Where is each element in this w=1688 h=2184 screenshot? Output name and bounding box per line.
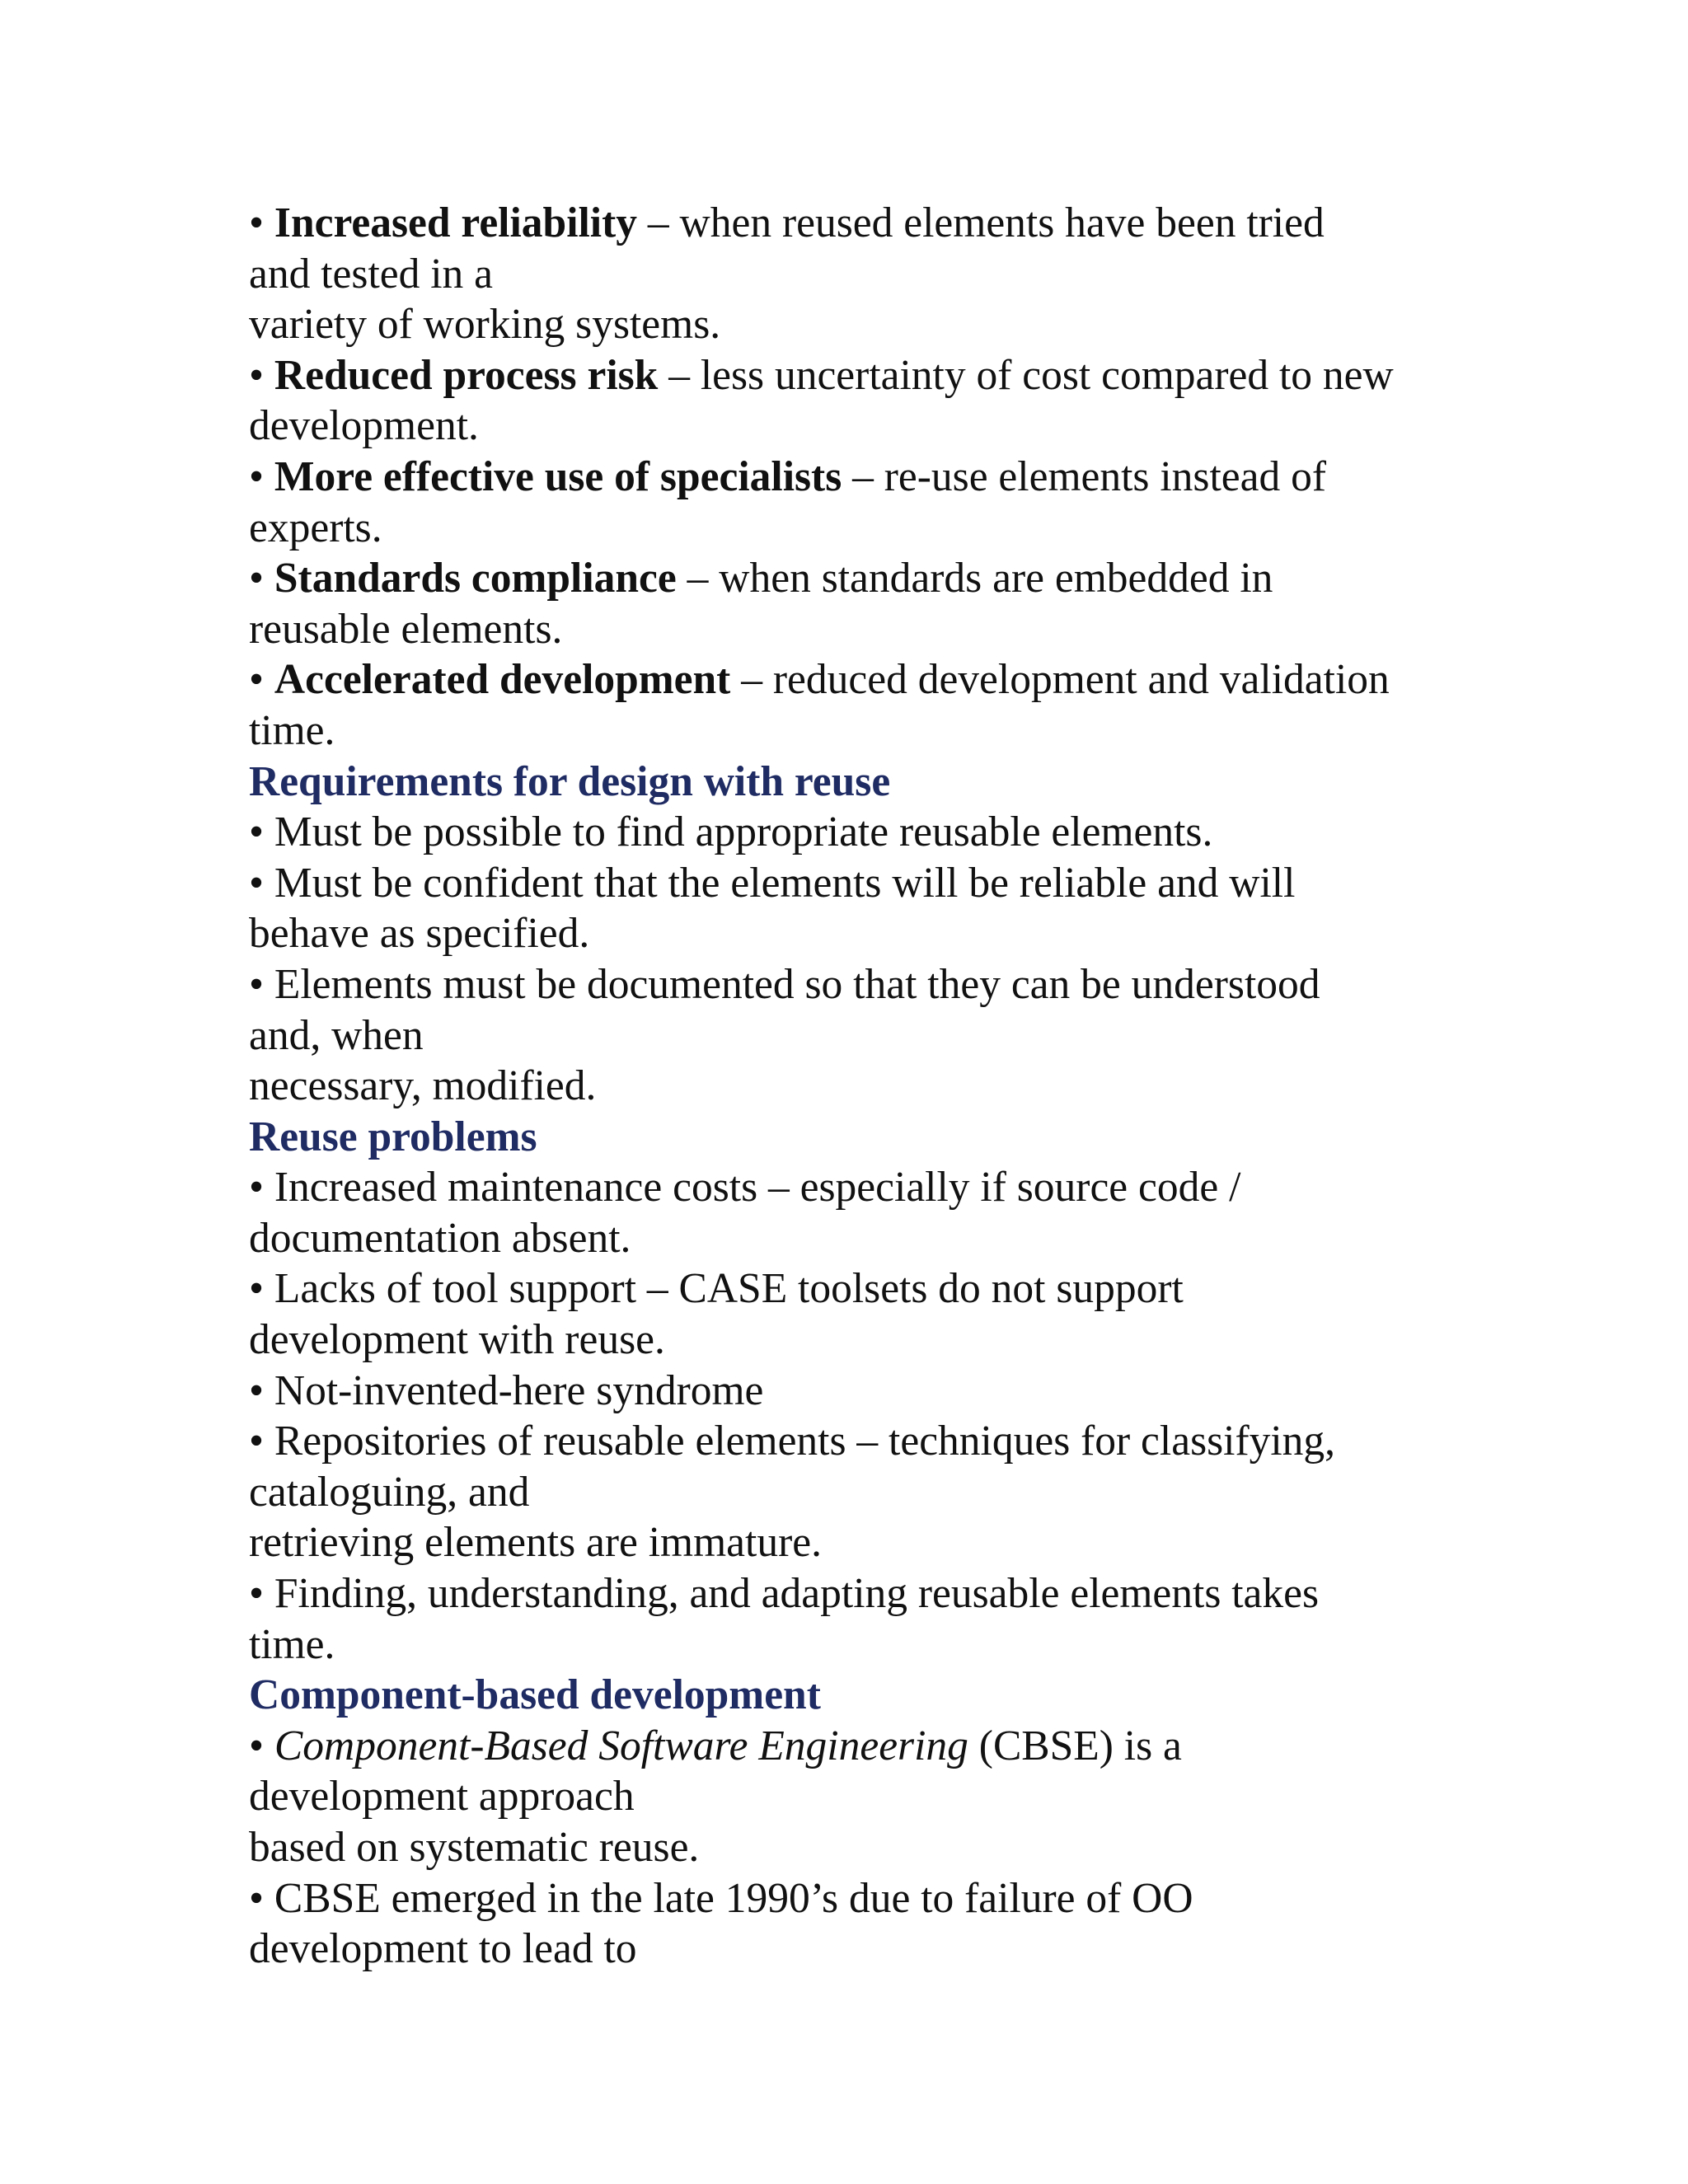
bullet: •	[249, 351, 274, 399]
list-item-continuation: development to lead to	[249, 1925, 637, 1973]
list-item-increased-reliability	[249, 198, 1469, 249]
item-text: – re-use elements instead of	[842, 452, 1326, 500]
bullet: •	[249, 808, 274, 856]
list-item-continuation: behave as specified.	[249, 910, 590, 958]
list-item-continuation: documentation absent.	[249, 1214, 631, 1262]
list-item-continuation: development.	[249, 402, 479, 450]
bullet: •	[249, 1722, 274, 1769]
item-text: Lacks of tool support – CASE toolsets do not support	[274, 1265, 1184, 1313]
list-item-continuation: cataloguing, and	[249, 1468, 530, 1516]
item-text: Increased maintenance costs – especially if source code /	[274, 1164, 1241, 1212]
bullet: •	[249, 656, 274, 704]
list-item	[249, 807, 1469, 858]
item-text: – reduced development and validation	[730, 656, 1390, 704]
list-item-continuation: time.	[249, 706, 335, 754]
list-item	[249, 858, 1469, 909]
item-text: – when standards are embedded in	[676, 555, 1273, 602]
item-text: – when reused elements have been tried	[637, 199, 1325, 246]
bullet: •	[249, 199, 274, 246]
list-item	[249, 1162, 1469, 1213]
list-item	[249, 1263, 1469, 1315]
item-term-italic: Component-Based Software Engineering	[274, 1722, 968, 1769]
list-item	[249, 1366, 1469, 1417]
item-text: Repositories of reusable elements – techniques for classifying,	[274, 1418, 1336, 1465]
bullet: •	[249, 1164, 274, 1212]
list-item-continuation: reusable elements.	[249, 605, 563, 653]
section-heading-requirements: Requirements for design with reuse	[249, 757, 891, 805]
list-item-continuation: based on systematic reuse.	[249, 1824, 700, 1871]
item-text: – less uncertainty of cost compared to new	[658, 351, 1394, 399]
item-text: Not-invented-here syndrome	[274, 1366, 764, 1414]
list-item-standards-compliance	[249, 553, 1469, 604]
bullet: •	[249, 1570, 274, 1618]
list-item-continuation: development approach	[249, 1773, 635, 1821]
list-item-effective-use-of-specialists	[249, 452, 1469, 503]
item-term: More effective use of specialists	[274, 452, 842, 500]
item-text: CBSE emerged in the late 1990’s due to failure of OO	[274, 1874, 1193, 1922]
item-term: Standards compliance	[274, 555, 677, 602]
list-item-continuation: and tested in a	[249, 250, 494, 298]
list-item	[249, 1568, 1469, 1619]
list-item-continuation: variety of working systems.	[249, 301, 721, 349]
item-text: (CBSE) is a	[968, 1722, 1182, 1769]
list-item-reduced-process-risk	[249, 350, 1469, 401]
item-text: Must be possible to find appropriate reusable elements.	[274, 808, 1213, 856]
bullet: •	[249, 1265, 274, 1313]
item-term: Reduced process risk	[274, 351, 659, 399]
bullet: •	[249, 1366, 274, 1414]
item-term: Accelerated development	[274, 656, 731, 704]
list-item	[249, 959, 1469, 1010]
list-item-continuation: development with reuse.	[249, 1316, 665, 1364]
bullet: •	[249, 1874, 274, 1922]
bullet: •	[249, 1418, 274, 1465]
list-item	[249, 1721, 1469, 1772]
bullet: •	[249, 960, 274, 1008]
item-text: Finding, understanding, and adapting reusable elements takes	[274, 1570, 1320, 1618]
bullet: •	[249, 452, 274, 500]
list-item-accelerated-development	[249, 654, 1469, 705]
item-term: Increased reliability	[274, 199, 638, 246]
section-heading-reuse-problems: Reuse problems	[249, 1113, 537, 1160]
bullet: •	[249, 555, 274, 602]
bullet: •	[249, 859, 274, 907]
section-heading-component-based-development: Component-based development	[249, 1671, 821, 1719]
item-text: Elements must be documented so that they can be understood	[274, 960, 1320, 1008]
list-item-continuation: time.	[249, 1620, 335, 1668]
list-item	[249, 1873, 1469, 1924]
list-item-continuation: experts.	[249, 504, 382, 551]
list-item-continuation: necessary, modified.	[249, 1062, 597, 1110]
page-content	[249, 198, 1469, 1975]
item-text: Must be confident that the elements will be reliable and will	[274, 859, 1296, 907]
list-item	[249, 1416, 1469, 1467]
list-item-continuation: retrieving elements are immature.	[249, 1519, 822, 1567]
list-item-continuation: and, when	[249, 1011, 424, 1059]
